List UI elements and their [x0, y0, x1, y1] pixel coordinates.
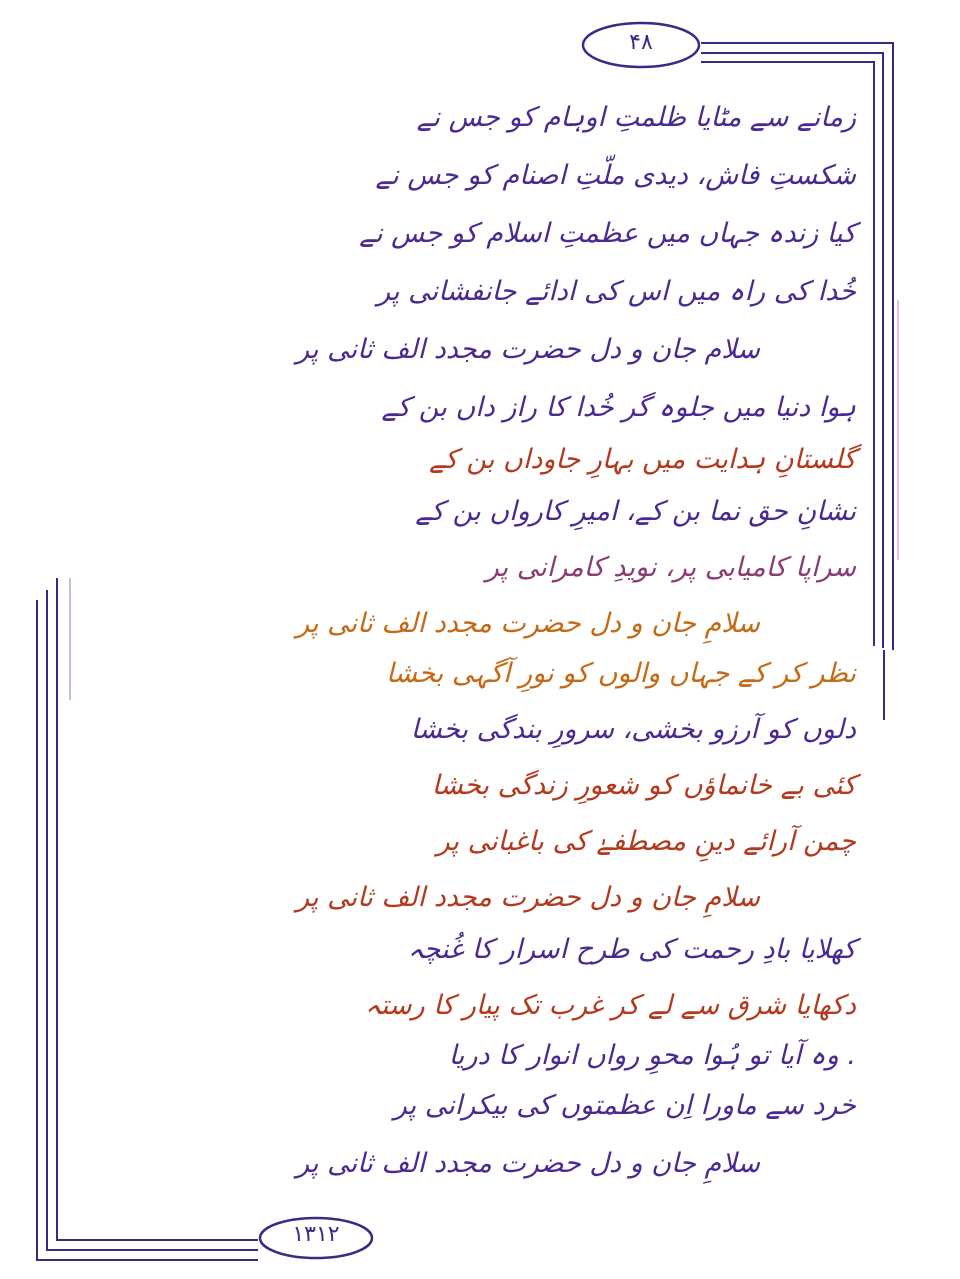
verse-line: . وہ آیا تو ہُوا محوِ رواں انوار کا دریا [448, 1040, 856, 1071]
verse-line: کئی بے خانماؤں کو شعورِ زندگی بخشا [431, 770, 856, 801]
verse-line: نظر کر کے جہاں والوں کو نورِ آگہی بخشا [386, 658, 856, 689]
verse-line: چمن آرائے دینِ مصطفےٰ کی باغبانی پر [436, 826, 856, 857]
verse-line: شکستِ فاش، دیدی ملّتِ اصنام کو جس نے [375, 160, 856, 191]
verse-line: گلستانِ ہدایت میں بہارِ جاوداں بن کے [429, 444, 856, 475]
page-number-bottom: ۱۳۱۲ [292, 1222, 340, 1247]
verse-line: دکھایا شرق سے لے کر غرب تک پیار کا رستہ [365, 990, 856, 1021]
refrain-line: سلامِ جان و دل حضرت مجدد الف ثانی پر [296, 882, 760, 913]
verse-line: خُدا کی راہ میں اس کی ادائے جانفشانی پر [377, 276, 856, 307]
verse-line: ہوا دنیا میں جلوہ گر خُدا کا راز داں بن کے [381, 392, 856, 423]
verse-line: زمانے سے مٹایا ظلمتِ اوہام کو جس نے [416, 102, 856, 133]
refrain-line: سلام جان و دل حضرت مجدد الف ثانی پر [296, 334, 760, 365]
verse-line: سراپا کامیابی پر، نویدِ کامرانی پر [485, 552, 856, 583]
refrain-line: سلامِ جان و دل حضرت مجدد الف ثانی پر [296, 1148, 760, 1179]
verse-line: کھلایا بادِ رحمت کی طرح اسرار کا غُنچہ [407, 934, 856, 965]
page-number-top: ۴۸ [629, 30, 653, 55]
verse-line: خرد سے ماورا اِن عظمتوں کی بیکرانی پر [393, 1090, 856, 1121]
verse-line: نشانِ حق نما بن کے، امیرِ کارواں بن کے [415, 496, 856, 527]
verse-line: دلوں کو آرزو بخشی، سرورِ بندگی بخشا [410, 714, 856, 745]
refrain-line: سلامِ جان و دل حضرت مجدد الف ثانی پر [296, 608, 760, 639]
verse-line: کیا زندہ جہاں میں عظمتِ اسلام کو جس نے [359, 218, 856, 249]
